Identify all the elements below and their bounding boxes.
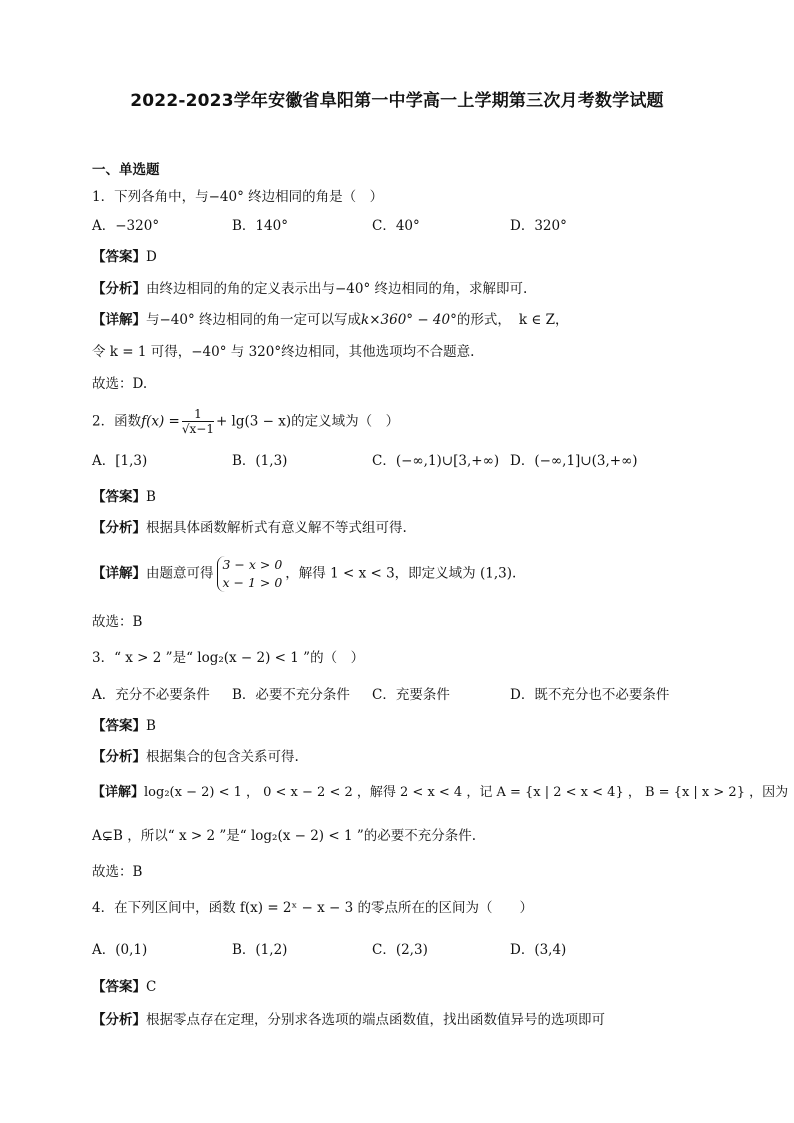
analysis-tag: 【分析】 [92,1012,146,1028]
q2-option-a: A．[1,3) [92,453,148,469]
q3-answer [92,716,156,736]
detail-text-b: ，解得 1 < x < 3，即定义域为 (1,3). [285,565,517,582]
detail-text-b: 的形式， [456,312,511,328]
q1-detail [92,310,569,330]
page-title: 2022-2023学年安徽省阜阳第一中学高一上学期第三次月考数学试题 [130,91,664,111]
q4-stem: 4．在下列区间中，函数 f(x) = 2ˣ − x − 3 的零点所在的区间为（ ） [92,900,534,916]
fraction [182,408,214,436]
q1-option-a: A．−320° [92,218,160,234]
q2-detail [92,556,516,592]
q4-option-a: A．(0,1) [92,942,148,958]
q1-option-d: D．320° [510,218,567,234]
fraction-numerator: 1 [182,408,214,422]
stem-text: 2．函数 [92,413,142,430]
q3-detail-line2: A⊊B ，所以“ x > 2 ”是“ log₂(x − 2) < 1 ”的必要不充分条件. [92,828,477,844]
q3-option-a: A．充分不必要条件 [92,687,210,703]
q2-conclusion: 故选：B [92,614,143,630]
analysis-text: 根据集合的包含关系可得. [146,749,299,765]
q4-analysis [92,1010,605,1030]
answer-value: D [146,249,157,265]
inequality-2: x − 1 > 0 [222,575,283,590]
stem-text-b: + lg(3 − x)的定义域为（ ） [215,413,400,430]
answer-tag: 【答案】 [92,979,146,995]
q2-option-d: D．(−∞,1]∪(3,+∞) [510,453,638,469]
detail-tag: 【详解】 [92,565,146,582]
q3-stem: 3．“ x > 2 ”是“ log₂(x − 2) < 1 ”的（ ） [92,650,365,666]
answer-tag: 【答案】 [92,489,146,505]
analysis-text: 根据零点存在定理，分别求各选项的端点函数值，找出函数值异号的选项即可 [146,1012,605,1028]
detail-text-c: k ∈ Z， [518,312,569,328]
q1-option-c: C．40° [372,218,420,234]
answer-value: B [146,718,156,734]
analysis-tag: 【分析】 [92,749,146,765]
q4-option-d: D．(3,4) [510,942,567,958]
q4-answer [92,977,156,997]
q3-detail [92,783,788,803]
q3-option-b: B．必要不充分条件 [232,687,350,703]
analysis-tag: 【分析】 [92,281,146,297]
q1-detail-line2: 令 k = 1 可得，−40° 与 320°终边相同，其他选项均不合题意. [92,344,475,360]
inequality-1: 3 − x > 0 [222,557,283,572]
answer-value: B [146,489,156,505]
q4-option-b: B．(1,2) [232,942,288,958]
detail-text: 与−40° 终边相同的角一定可以写成 [146,312,362,328]
q2-stem [92,408,399,436]
q1-answer [92,247,157,267]
analysis-text: 由终边相同的角的定义表示出与−40° 终边相同的角，求解即可. [146,281,528,297]
detail-text: log₂(x − 2) < 1 ， 0 < x − 2 < 2 ，解得 2 < x < 4 ，记 A = {x | 2 < x < 4} ， B = {x | x > 2} ，因为 [144,785,789,800]
q2-analysis [92,518,407,538]
detail-formula: k×360° − 40° [361,312,457,328]
section-heading: 一、单选题 [92,162,160,178]
q2-option-b: B．(1,3) [232,453,288,469]
function-name: f(x) = [141,413,180,430]
q1-analysis [92,279,527,299]
q1-option-b: B．140° [232,218,288,234]
answer-value: C [146,979,157,995]
q3-analysis [92,747,299,767]
q3-option-c: C．充要条件 [372,687,450,703]
detail-tag: 【详解】 [92,312,146,328]
q2-option-c: C．(−∞,1)∪[3,+∞) [372,453,500,469]
q2-answer [92,487,156,507]
detail-tag: 【详解】 [92,785,145,800]
q3-option-d: D．既不充分也不必要条件 [510,687,670,703]
q4-option-c: C．(2,3) [372,942,428,958]
q1-conclusion: 故选：D. [92,376,148,392]
fraction-denominator: √x−1 [181,422,214,436]
q1-stem: 1．下列各角中，与−40° 终边相同的角是（ ） [92,189,384,205]
analysis-text: 根据具体函数解析式有意义解不等式组可得. [146,520,407,536]
answer-tag: 【答案】 [92,249,146,265]
inequality-system [217,556,283,592]
detail-text: 由题意可得 [146,565,214,582]
q3-conclusion: 故选：B [92,864,143,880]
answer-tag: 【答案】 [92,718,146,734]
analysis-tag: 【分析】 [92,520,146,536]
